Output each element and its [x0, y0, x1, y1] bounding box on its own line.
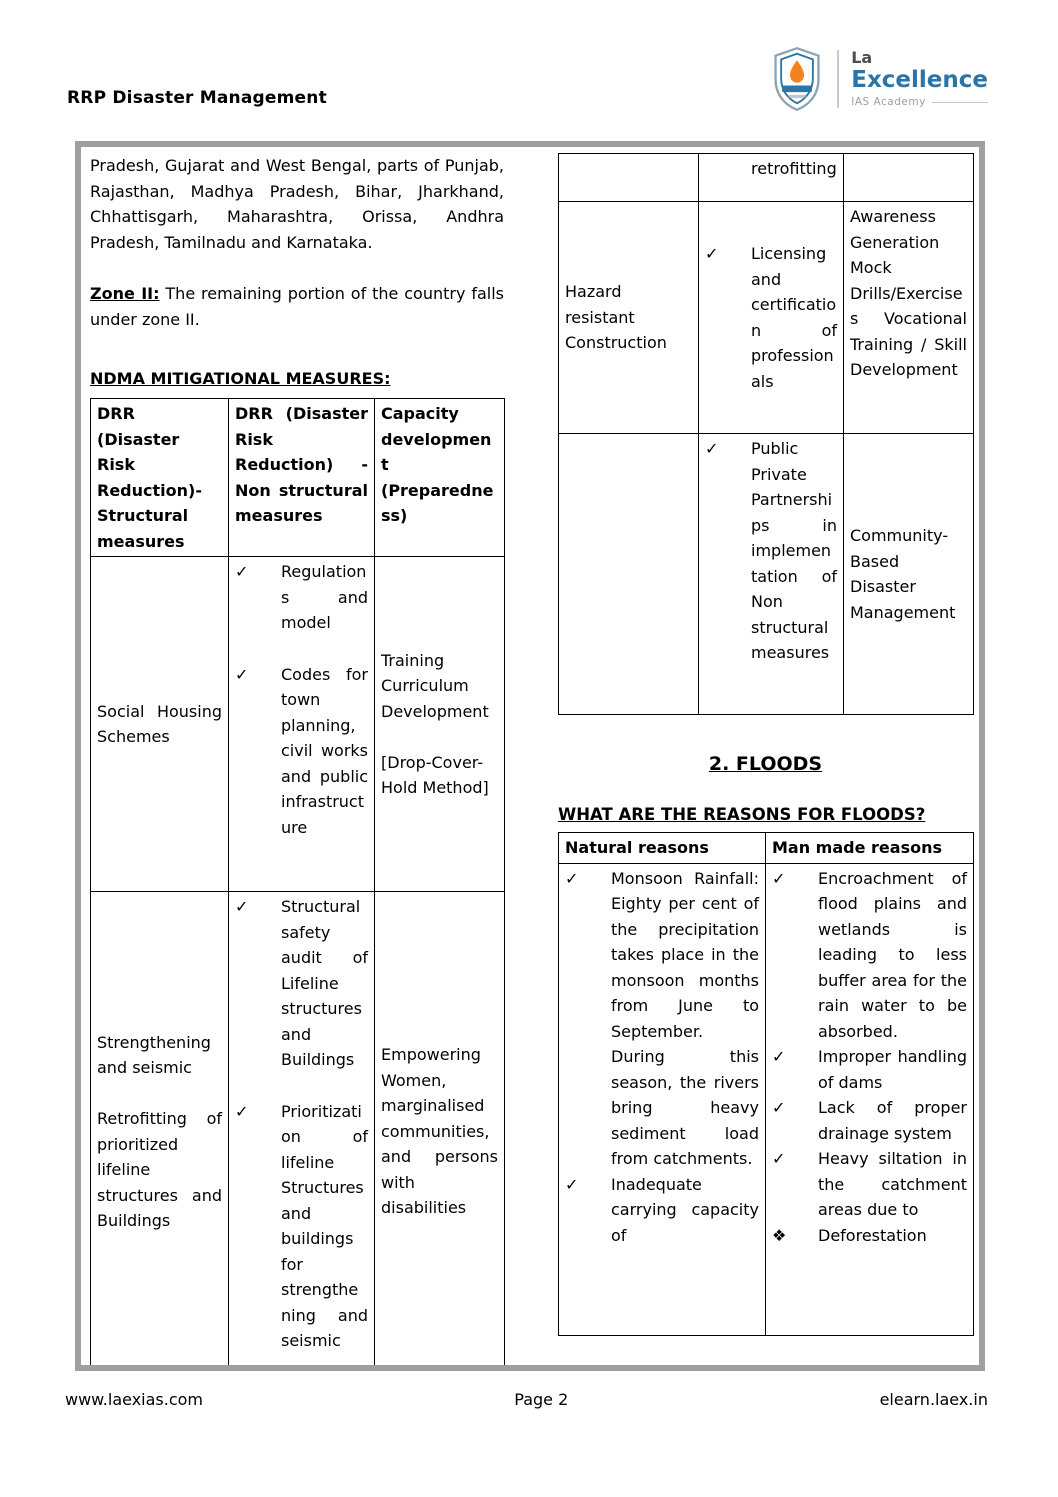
cell-nonstructural-row1	[229, 557, 375, 892]
empty-cell	[844, 154, 974, 202]
ndma-row-2	[91, 892, 505, 1372]
list-item	[235, 559, 368, 636]
footer-website: www.laexias.com	[65, 1390, 203, 1409]
list-item	[772, 866, 967, 1045]
cell-capacity-row2: Empowering Women, marginalised communities, and persons with disabilities	[375, 892, 505, 1372]
left-column	[90, 153, 504, 1353]
brand-shield-icon	[769, 44, 825, 114]
list-item-text: Heavy siltation in the catchment areas due to	[818, 1149, 967, 1219]
diamond-bullet-icon: ❖	[772, 1225, 787, 1245]
cell-community-based: Community-Based Disaster Management	[844, 434, 974, 715]
list-item	[772, 1223, 967, 1249]
brand-line2: Excellence	[851, 67, 988, 94]
list-item-text: Structural safety audit of Lifeline structures and Buildings	[281, 897, 368, 1069]
list-item-text: Codes for town planning, civil works and public infrastructure	[281, 664, 368, 837]
list-item-text: Inadequate carrying capacity of	[611, 1174, 759, 1245]
intro-paragraph: Pradesh, Gujarat and West Bengal, parts of Punjab, Rajasthan, Madhya Pradesh, Bihar, Jharkhand, Chhattisgarh, Maharashtra, Orissa, Andhra Pradesh, Tamilnadu and Karnataka.	[90, 156, 504, 252]
zone2-paragraph	[90, 281, 504, 332]
brand-tagline-row	[851, 97, 988, 108]
list-item	[772, 1044, 967, 1095]
list-item-text: Lack of proper drainage system	[818, 1098, 967, 1143]
list-item-text: Encroachment of flood plains and wetlands is leading to less buffer area for the rain water to be absorbed.	[818, 868, 967, 1041]
zone2-text: The remaining portion of the country falls under zone II.	[90, 284, 504, 329]
check-icon: ✓	[235, 562, 249, 581]
list-item-text: Prioritization of lifeline Structures and buildings for strengthening and seismic	[281, 1101, 368, 1350]
flood-reasons-heading: WHAT ARE THE REASONS FOR FLOODS?	[558, 805, 926, 824]
logo-divider	[837, 50, 839, 108]
cell-awareness: Awareness Generation Mock Drills/Exercises Vocational Training / Skill Development	[844, 202, 974, 434]
check-icon: ✓	[705, 244, 719, 263]
page-footer	[65, 1390, 988, 1409]
floods-heading-text: 2. FLOODS	[708, 753, 823, 775]
header-natural-reasons: Natural reasons	[559, 833, 766, 864]
empty-cell	[559, 154, 699, 202]
brand-wordmark	[851, 47, 988, 109]
list-item	[705, 241, 837, 394]
cell-man-made-reasons	[766, 863, 974, 1335]
brand-line1: La	[851, 47, 873, 67]
doc-title: RRP Disaster Management	[67, 88, 327, 108]
list-item-text: Deforestation	[818, 1225, 927, 1245]
list-item-text: Regulations and model	[281, 562, 368, 632]
footer-elearn: elearn.laex.in	[879, 1390, 988, 1409]
check-icon: ✓	[772, 1098, 786, 1117]
list-item-text: Improper handling of dams	[818, 1047, 967, 1092]
cell-retrofitting-carryover	[699, 154, 844, 202]
list-item	[705, 436, 837, 666]
cont-row-1	[559, 202, 974, 434]
ndma-header-row	[91, 399, 505, 557]
cell-licensing	[699, 202, 844, 434]
cell-nonstructural-row2	[229, 892, 375, 1372]
cont-row-0	[559, 154, 974, 202]
list-item	[235, 894, 368, 1073]
zone2-label: Zone II:	[90, 284, 160, 303]
cell-retrofitting-structural	[91, 892, 229, 1372]
list-item-text: Licensing and certification of professionals	[751, 244, 837, 391]
footer-page-number: Page 2	[514, 1390, 569, 1409]
ndma-header-nonstructural: DRR (Disaster Risk Reduction) - Non structural measures	[229, 399, 375, 557]
spacer	[97, 1081, 222, 1107]
check-icon: ✓	[772, 1149, 786, 1168]
list-item	[235, 1099, 368, 1354]
ndma-row-1	[91, 557, 505, 892]
cell-capacity-row1	[375, 557, 505, 892]
floods-section-heading	[558, 753, 973, 775]
list-item	[565, 866, 759, 1172]
list-item	[772, 1095, 967, 1146]
check-icon: ✓	[565, 868, 579, 888]
list-item	[565, 1172, 759, 1249]
floods-header-row	[559, 833, 974, 864]
cell-text: Strengthening and seismic	[97, 1032, 211, 1077]
cell-text: Training Curriculum Development	[381, 650, 489, 721]
check-icon: ✓	[565, 1174, 579, 1194]
ndma-header-capacity: Capacity development (Preparedness)	[375, 399, 505, 557]
content-frame	[75, 141, 985, 1371]
check-icon: ✓	[235, 664, 249, 684]
list-item-text: Public Private Partnerships in implementation of Non structural measures	[751, 439, 837, 662]
ndma-heading: NDMA MITIGATIONAL MEASURES:	[90, 369, 391, 388]
list-item	[235, 662, 368, 841]
cell-social-housing: Social Housing Schemes	[91, 557, 229, 892]
cell-hazard-resistant: Hazard resistant Construction	[559, 202, 699, 434]
flood-reasons-table	[558, 832, 974, 1336]
list-item	[772, 1146, 967, 1223]
right-column	[558, 153, 973, 1353]
header-man-made-reasons: Man made reasons	[766, 833, 974, 864]
check-icon: ✓	[235, 1101, 249, 1121]
ndma-measures-table	[90, 398, 505, 1371]
brand-logo	[769, 40, 988, 118]
cell-text: retrofitting	[751, 159, 837, 178]
floods-body-row	[559, 863, 974, 1335]
tagline-rule	[932, 102, 988, 103]
ndma-header-structural: DRR (Disaster Risk Reduction)- Structural measures	[91, 399, 229, 557]
empty-cell	[559, 434, 699, 715]
continuation-table	[558, 153, 974, 715]
cont-row-2	[559, 434, 974, 715]
check-icon: ✓	[705, 439, 719, 458]
list-item-text: Monsoon Rainfall: Eighty per cent of the precipitation takes place in the monsoon months from June to September. During this season, the rivers bring heavy sediment load from catchments.	[611, 868, 759, 1168]
check-icon: ✓	[772, 868, 786, 888]
cell-ppp	[699, 434, 844, 715]
spacer	[381, 724, 498, 750]
cell-text: [Drop-Cover-Hold Method]	[381, 752, 489, 797]
cell-natural-reasons	[559, 863, 766, 1335]
brand-tagline: IAS Academy	[851, 96, 926, 109]
check-icon: ✓	[235, 897, 249, 916]
cell-text: Retrofitting of prioritized lifeline structures and Buildings	[97, 1109, 222, 1230]
check-icon: ✓	[772, 1047, 786, 1066]
